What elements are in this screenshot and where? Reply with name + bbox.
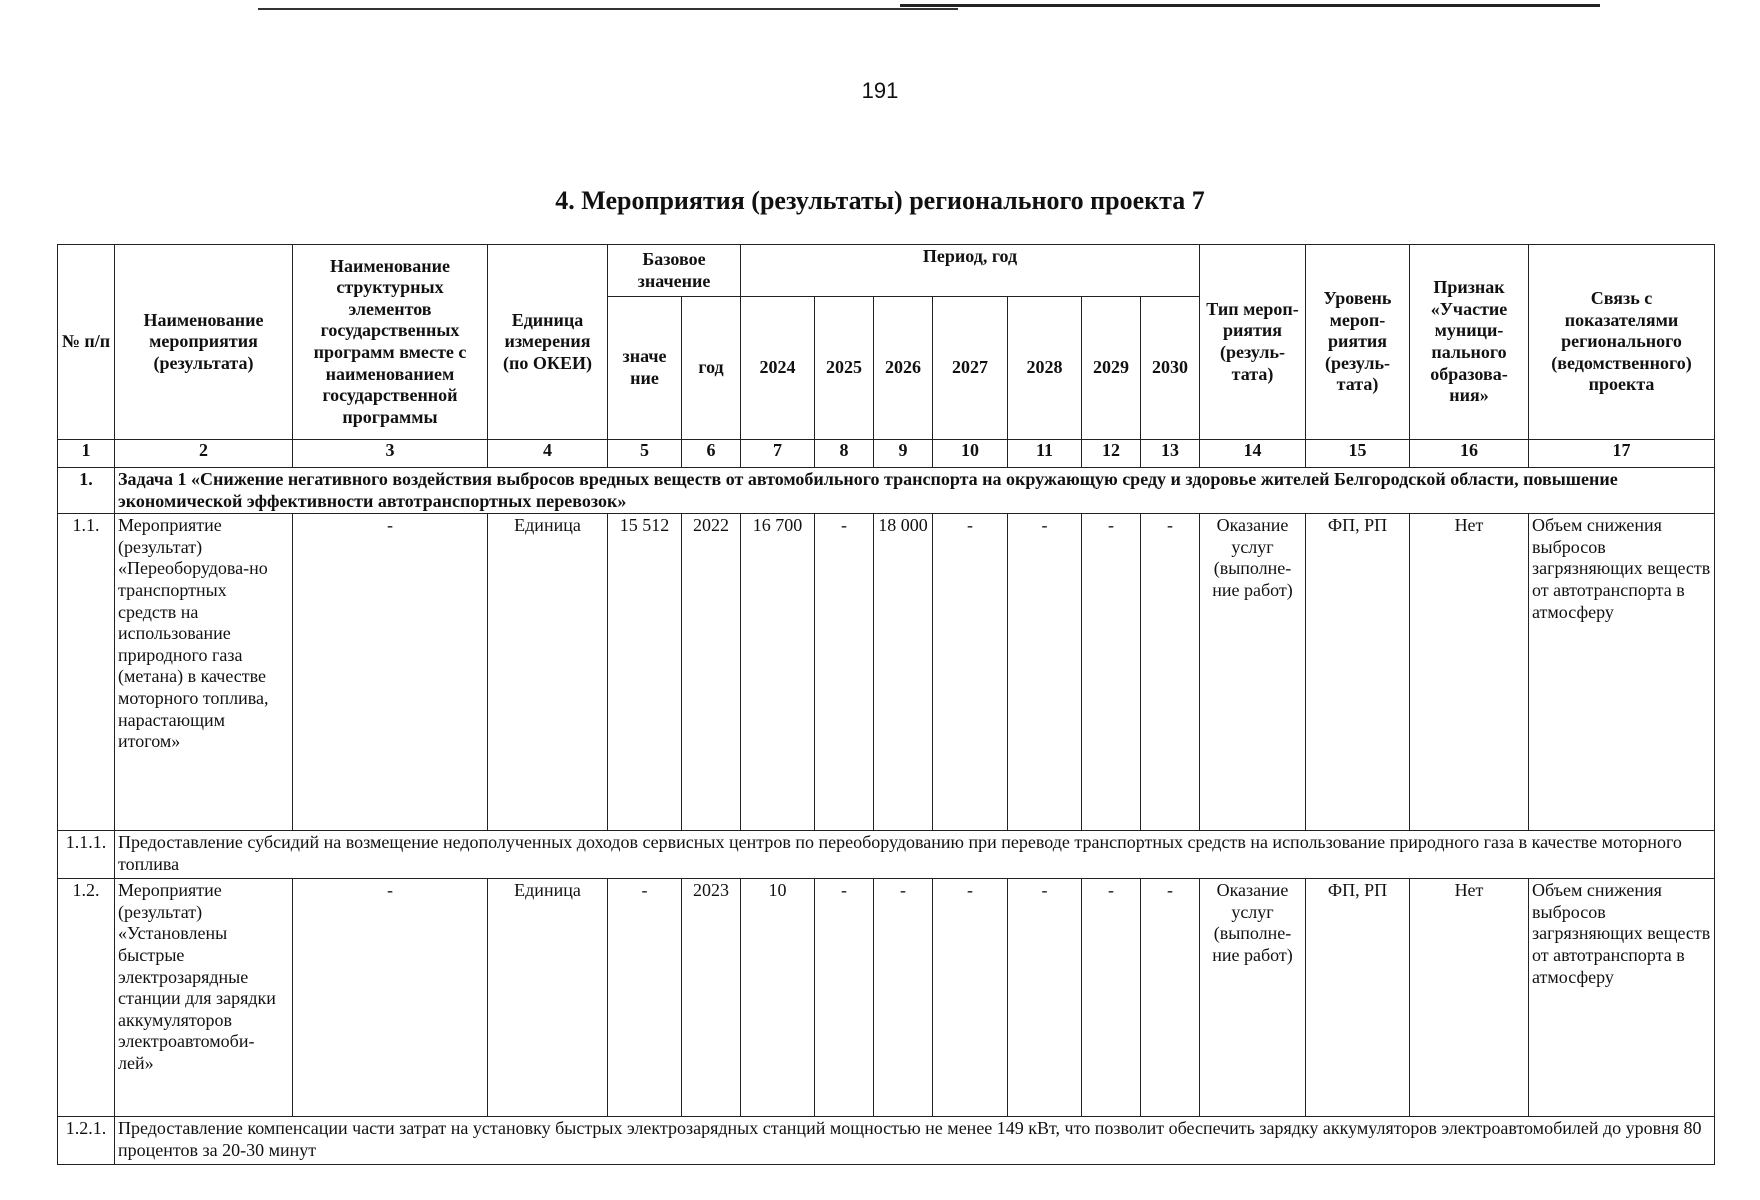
task-number: 1. <box>58 468 115 514</box>
unit: Единица <box>488 879 608 1117</box>
value-2025: - <box>815 514 874 831</box>
activity-name: Мероприятие (результат) «Переоборудова-но транспортных средств на использование природного газа (метана) в качестве моторного топлива, нарастающим итогом» <box>115 514 293 831</box>
activity-row-1-1 <box>58 514 1715 831</box>
value-2024: 10 <box>741 879 815 1117</box>
header-year-2026: 2026 <box>874 297 933 440</box>
column-number: 2 <box>115 440 293 468</box>
value-2026: - <box>874 879 933 1117</box>
value-2024: 16 700 <box>741 514 815 831</box>
value-2026: 18 000 <box>874 514 933 831</box>
scan-top-line <box>258 8 958 10</box>
project-link: Объем снижения выбросов загрязняющих веществ от автотранспорта в атмосферу <box>1529 879 1715 1117</box>
activity-level: ФП, РП <box>1306 514 1410 831</box>
header-year-2030: 2030 <box>1141 297 1200 440</box>
header-year-2029: 2029 <box>1082 297 1141 440</box>
column-number: 8 <box>815 440 874 468</box>
activity-name: Мероприятие (результат) «Установлены быстрые электрозарядные станции для зарядки аккумуляторов электроавтомоби-лей» <box>115 879 293 1117</box>
unit: Единица <box>488 514 608 831</box>
row-number: 1.1. <box>58 514 115 831</box>
base-value: 15 512 <box>608 514 682 831</box>
value-2029: - <box>1082 879 1141 1117</box>
header-activity-level: Уровень мероп-риятия (резуль-тата) <box>1306 245 1410 440</box>
project-link: Объем снижения выбросов загрязняющих веществ от автотранспорта в атмосферу <box>1529 514 1715 831</box>
row-number: 1.2.1. <box>58 1117 115 1165</box>
value-2030: - <box>1141 879 1200 1117</box>
sub-activity-text: Предоставление компенсации части затрат на установку быстрых электрозарядных станций мощностью не менее 149 кВт, что позволит обеспечить зарядку аккумуляторов электроавтомобилей до уровня 80 процентов за 20-30 минут <box>115 1117 1715 1165</box>
column-number: 17 <box>1529 440 1715 468</box>
column-number: 10 <box>933 440 1008 468</box>
base-year: 2023 <box>682 879 741 1117</box>
column-number: 9 <box>874 440 933 468</box>
header-unit: Единица измерения (по ОКЕИ) <box>488 245 608 440</box>
value-2027: - <box>933 879 1008 1117</box>
task-text: Задача 1 «Снижение негативного воздействия выбросов вредных веществ от автомобильного транспорта на окружающую среду и здоровье жителей Белгородской области, повышение экономической эффективности автотранспортных перевозок» <box>115 468 1715 514</box>
activity-type: Оказание услуг (выполне-ние работ) <box>1200 879 1306 1117</box>
base-value: - <box>608 879 682 1117</box>
value-2028: - <box>1008 879 1082 1117</box>
value-2028: - <box>1008 514 1082 831</box>
task-row <box>58 468 1715 514</box>
header-year-2028: 2028 <box>1008 297 1082 440</box>
header-project-link: Связь с показателями регионального (ведомственного) проекта <box>1529 245 1715 440</box>
activities-table <box>57 244 1715 1165</box>
header-year-2027: 2027 <box>933 297 1008 440</box>
header-year-2025: 2025 <box>815 297 874 440</box>
column-number: 7 <box>741 440 815 468</box>
header-base-value: Базовое значение <box>608 245 741 297</box>
activity-level: ФП, РП <box>1306 879 1410 1117</box>
base-year: 2022 <box>682 514 741 831</box>
column-number: 15 <box>1306 440 1410 468</box>
header-row-1 <box>58 245 1715 297</box>
header-number: № п/п <box>58 245 115 440</box>
column-number: 14 <box>1200 440 1306 468</box>
value-2025: - <box>815 879 874 1117</box>
value-2027: - <box>933 514 1008 831</box>
sub-activity-row-1-1-1 <box>58 831 1715 879</box>
structural-elements: - <box>293 879 488 1117</box>
section-title: 4. Мероприятия (результаты) регионального проекта 7 <box>555 186 1205 215</box>
column-number: 4 <box>488 440 608 468</box>
column-number: 12 <box>1082 440 1141 468</box>
municipal-participation: Нет <box>1410 879 1529 1117</box>
scan-top-line-right <box>900 4 1600 7</box>
column-number: 1 <box>58 440 115 468</box>
column-number: 6 <box>682 440 741 468</box>
sub-activity-row-1-2-1 <box>58 1117 1715 1165</box>
page-number: 191 <box>861 78 899 103</box>
header-base-value-value: значе ние <box>608 297 682 440</box>
activity-row-1-2 <box>58 879 1715 1117</box>
column-number: 11 <box>1008 440 1082 468</box>
municipal-participation: Нет <box>1410 514 1529 831</box>
column-numbers-row <box>58 440 1715 468</box>
header-base-value-year: год <box>682 297 741 440</box>
row-number: 1.1.1. <box>58 831 115 879</box>
header-structural-elements: Наименование структурных элементов государственных программ вместе с наименованием государственной программы <box>293 245 488 440</box>
header-activity-name: Наименование мероприятия (результата) <box>115 245 293 440</box>
header-activity-type: Тип мероп-риятия (резуль-тата) <box>1200 245 1306 440</box>
sub-activity-text: Предоставление субсидий на возмещение недополученных доходов сервисных центров по переоборудованию при переводе транспортных средств на использование природного газа в качестве моторного топлива <box>115 831 1715 879</box>
activity-type: Оказание услуг (выполне-ние работ) <box>1200 514 1306 831</box>
row-number: 1.2. <box>58 879 115 1117</box>
column-number: 13 <box>1141 440 1200 468</box>
column-number: 5 <box>608 440 682 468</box>
header-year-2024: 2024 <box>741 297 815 440</box>
header-municipal-participation: Признак «Участие муници-пального образова-ния» <box>1410 245 1529 440</box>
header-period: Период, год <box>741 245 1200 297</box>
column-number: 16 <box>1410 440 1529 468</box>
column-number: 3 <box>293 440 488 468</box>
structural-elements: - <box>293 514 488 831</box>
value-2030: - <box>1141 514 1200 831</box>
value-2029: - <box>1082 514 1141 831</box>
